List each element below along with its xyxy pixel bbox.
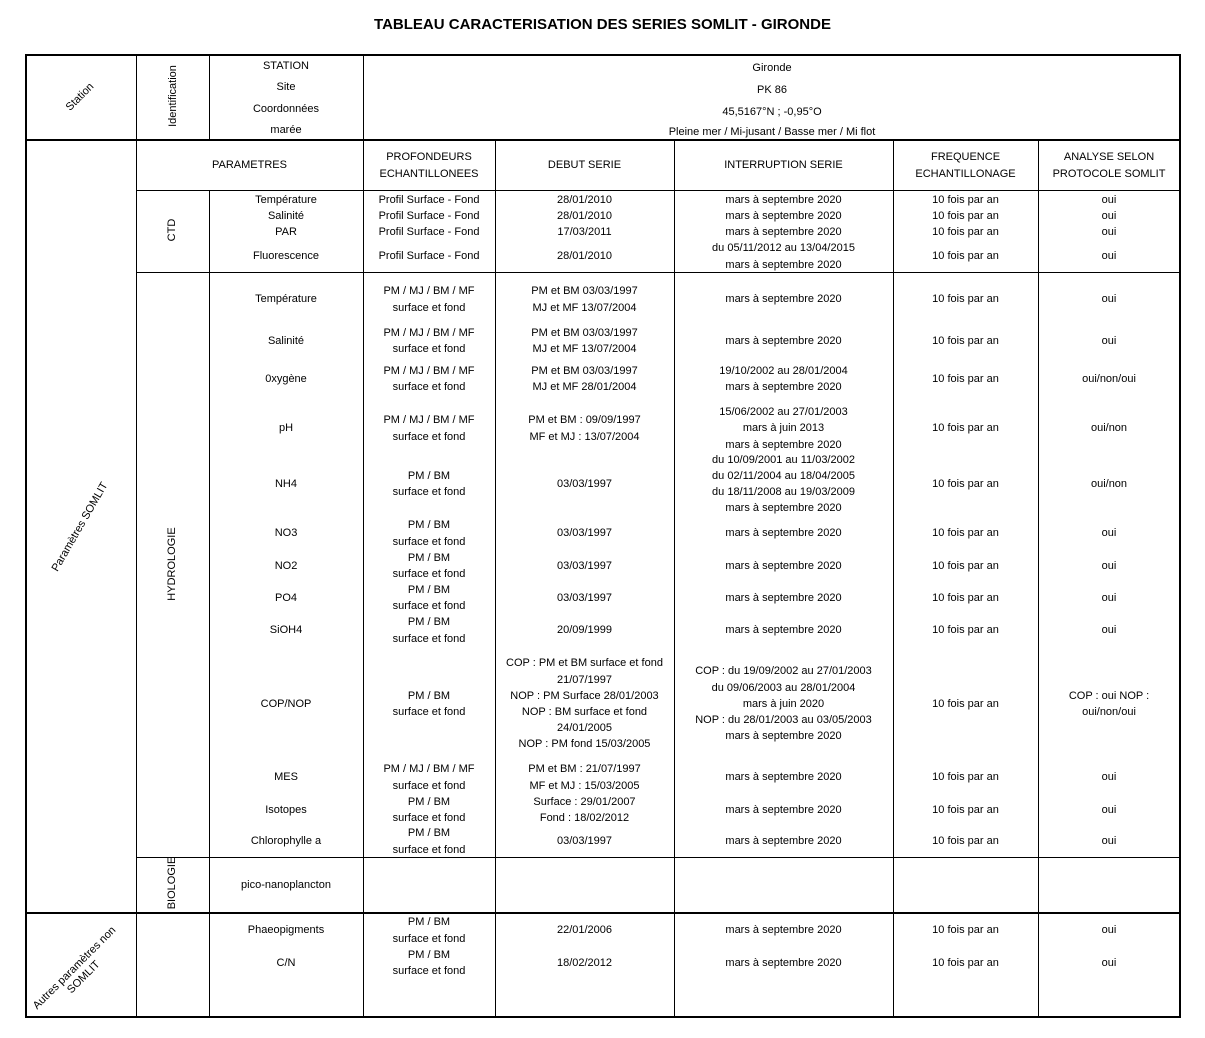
cell-param: [209, 654, 363, 754]
cell-interruption: [674, 794, 893, 826]
cell-text: surface et fond: [392, 381, 466, 393]
cell-text: mars à septembre 2020: [725, 956, 842, 969]
cell-analyse: [1038, 241, 1180, 272]
value-maree: Pleine mer / Mi-jusant / Basse mer / Mi flot: [668, 126, 876, 138]
cell-interruption: [674, 224, 893, 240]
cell-text: PM / BM: [407, 583, 451, 596]
cell-text: oui: [1101, 250, 1117, 263]
cell-param: [209, 224, 363, 240]
cell-text: mars à septembre 2020: [725, 334, 842, 347]
cell-analyse: [1038, 208, 1180, 224]
cell-text: du 10/09/2001 au 11/03/2002: [712, 453, 855, 466]
label-maree: marée: [270, 124, 302, 136]
cell-interruption: [674, 947, 893, 979]
cell-text: Température: [255, 193, 317, 206]
cell-freq: [893, 276, 1038, 323]
cell-text: 28/01/2010: [556, 250, 613, 263]
section-autres: Autres paramètres non SOMLIT: [30, 924, 119, 1012]
cell-param: [209, 858, 363, 912]
cell-text: PM / MJ / BM / MF: [383, 285, 475, 298]
cell-text: mars à septembre 2020: [725, 193, 842, 206]
cell-text: du 18/11/2008 au 19/03/2009: [712, 486, 855, 498]
cell-param: [209, 794, 363, 826]
cell-freq: [893, 582, 1038, 614]
cell-param: [209, 914, 363, 947]
cell-param: [209, 192, 363, 208]
header-frequence: FREQUENCE ECHANTILLONAGE: [915, 151, 1016, 180]
cell-param: [209, 360, 363, 398]
page-title: TABLEAU CARACTERISATION DES SERIES SOMLIT - GIRONDE: [374, 16, 831, 33]
cell-text: PM et BM : 09/09/1997: [528, 414, 641, 427]
cell-text: 03/03/1997: [556, 527, 613, 540]
cell-freq: [893, 614, 1038, 647]
cell-text: PM / MJ / BM / MF: [383, 763, 475, 776]
cell-text: NO3: [274, 527, 298, 540]
cell-text: mars à septembre 2020: [725, 225, 842, 238]
cell-text: COP : PM et BM surface et fond: [506, 657, 663, 670]
cell-text: 10 fois par an: [932, 771, 999, 784]
cell-text: 15/06/2002 au 27/01/2003: [719, 406, 848, 419]
cell-text: 10 fois par an: [932, 250, 999, 263]
cell-prof: [363, 360, 495, 398]
cell-text: MF et MJ : 15/03/2005: [529, 779, 640, 792]
cell-text: Fluorescence: [252, 250, 320, 263]
cell-debut: [495, 761, 674, 794]
cell-analyse: [1038, 761, 1180, 794]
cell-param: [209, 324, 363, 358]
cell-analyse: [1038, 276, 1180, 323]
cell-text: NOP : PM fond 15/03/2005: [518, 738, 651, 751]
cell-text: Phaeopigments: [247, 924, 325, 937]
cell-interruption: [674, 241, 893, 272]
cell-text: mars à septembre 2020: [725, 438, 842, 451]
cell-text: mars à septembre 2020: [725, 258, 842, 271]
header-interruption: INTERRUPTION SERIE: [724, 159, 843, 172]
cell-text: 10 fois par an: [932, 477, 999, 490]
cell-text: pico-nanoplancton: [241, 878, 331, 891]
cell-text: PM et BM 03/03/1997: [531, 364, 638, 377]
cell-text: surface et fond: [392, 843, 466, 856]
cell-prof: [363, 826, 495, 857]
section-parametres-somlit: Paramètres SOMLIT: [49, 480, 111, 574]
cell-text: 18/02/2012: [556, 956, 613, 969]
cell-debut: [495, 208, 674, 224]
cell-analyse: [1038, 614, 1180, 647]
cell-param: [209, 241, 363, 272]
cell-text: PM et BM 03/03/1997: [531, 326, 638, 339]
cell-text: surface et fond: [392, 486, 466, 498]
cell-text: surface et fond: [392, 706, 466, 718]
cell-debut: [495, 241, 674, 272]
cell-text: 17/03/2011: [557, 225, 612, 238]
cell-analyse: [1038, 582, 1180, 614]
cell-text: oui/non/oui: [1082, 706, 1136, 718]
cell-debut: [495, 826, 674, 857]
cell-text: oui: [1101, 771, 1117, 784]
cell-text: 10 fois par an: [932, 697, 999, 710]
cell-text: 10 fois par an: [932, 293, 999, 306]
cell-text: oui: [1101, 293, 1117, 306]
cell-text: 10 fois par an: [932, 624, 999, 637]
cell-prof: [363, 398, 495, 459]
cell-text: 20/09/1999: [556, 624, 613, 637]
cell-text: oui: [1101, 924, 1117, 937]
cell-analyse: [1038, 398, 1180, 459]
cell-debut: [495, 276, 674, 323]
cell-text: MJ et MF 28/01/2004: [532, 381, 637, 393]
cell-text: 10 fois par an: [932, 422, 999, 435]
cell-text: surface et fond: [392, 430, 466, 443]
cell-text: COP : oui NOP :: [1068, 689, 1150, 702]
cell-text: du 09/06/2003 au 28/01/2004: [711, 681, 856, 694]
cell-debut: [495, 451, 674, 517]
cell-text: oui: [1101, 624, 1117, 637]
cell-text: oui: [1101, 527, 1117, 540]
cell-text: Profil Surface - Fond: [378, 250, 480, 263]
cell-text: oui/non: [1090, 477, 1128, 490]
cell-freq: [893, 224, 1038, 240]
cell-text: 10 fois par an: [932, 334, 999, 347]
cell-text: PM / BM: [407, 916, 451, 929]
cell-param: [209, 614, 363, 647]
cell-text: Fond : 18/02/2012: [539, 812, 630, 824]
cell-freq: [893, 398, 1038, 459]
cell-prof: [363, 914, 495, 947]
cell-text: oui: [1101, 193, 1117, 206]
cell-param: [209, 208, 363, 224]
cell-debut: [495, 914, 674, 947]
cell-text: PM et BM : 21/07/1997: [528, 763, 641, 776]
cell-param: [209, 517, 363, 550]
value-site: PK 86: [757, 84, 787, 96]
cell-text: 03/03/1997: [556, 559, 613, 572]
cell-interruption: [674, 324, 893, 358]
cell-interruption: [674, 826, 893, 857]
cell-text: 24/01/2005: [556, 722, 613, 735]
cell-text: COP : du 19/09/2002 au 27/01/2003: [695, 665, 872, 678]
cell-text: mars à septembre 2020: [725, 730, 842, 743]
cell-text: PM / BM: [407, 689, 451, 702]
cell-text: 03/03/1997: [556, 835, 613, 848]
cell-debut: [495, 582, 674, 614]
cell-text: 10 fois par an: [932, 591, 999, 604]
cell-freq: [893, 914, 1038, 947]
cell-text: Profil Surface - Fond: [378, 193, 480, 206]
cell-text: 22/01/2006: [556, 924, 613, 937]
cell-interruption: [674, 360, 893, 398]
cell-analyse: [1038, 451, 1180, 517]
cell-text: 21/07/1997: [556, 673, 613, 686]
section-biologie: BIOLOGIE: [166, 856, 178, 910]
cell-text: 10 fois par an: [932, 225, 999, 238]
cell-text: COP/NOP: [260, 697, 312, 710]
cell-text: PM / BM: [407, 948, 451, 961]
cell-text: oui: [1101, 956, 1117, 969]
cell-freq: [893, 360, 1038, 398]
cell-text: 10 fois par an: [932, 803, 999, 816]
cell-text: 28/01/2010: [556, 209, 613, 222]
cell-interruption: [674, 654, 893, 754]
cell-prof: [363, 224, 495, 240]
cell-text: oui: [1101, 209, 1117, 222]
cell-prof: [363, 614, 495, 647]
cell-text: mars à septembre 2020: [725, 771, 842, 784]
cell-param: [209, 451, 363, 517]
cell-param: [209, 276, 363, 323]
cell-interruption: [674, 550, 893, 582]
divider: [136, 272, 1180, 273]
cell-debut: [495, 192, 674, 208]
cell-text: mars à septembre 2020: [725, 559, 842, 572]
cell-param: [209, 947, 363, 979]
cell-text: Température: [255, 293, 317, 306]
cell-text: PM / BM: [407, 519, 451, 532]
section-hydrologie: HYDROLOGIE: [166, 527, 178, 601]
section-identification: Identification: [167, 65, 179, 127]
cell-text: PM / MJ / BM / MF: [383, 364, 475, 377]
cell-prof: [363, 451, 495, 517]
value-station: Gironde: [752, 62, 792, 74]
cell-text: surface et fond: [392, 600, 466, 612]
cell-text: MES: [274, 771, 298, 784]
cell-text: mars à septembre 2020: [725, 924, 842, 937]
cell-text: surface et fond: [392, 343, 466, 355]
divider: [136, 190, 1180, 191]
cell-text: MJ et MF 13/07/2004: [532, 343, 637, 355]
cell-text: MF et MJ : 13/07/2004: [529, 430, 640, 443]
header-profondeurs: PROFONDEURS ECHANTILLONEES: [379, 151, 479, 180]
cell-text: PM / BM: [407, 551, 451, 564]
cell-interruption: [674, 582, 893, 614]
cell-prof: [363, 192, 495, 208]
cell-text: PM / MJ / BM / MF: [383, 326, 475, 339]
cell-debut: [495, 517, 674, 550]
cell-prof: [363, 208, 495, 224]
cell-text: surface et fond: [392, 932, 466, 945]
cell-text: 10 fois par an: [932, 209, 999, 222]
cell-text: oui/non/oui: [1082, 372, 1136, 385]
cell-prof: [363, 947, 495, 979]
cell-analyse: [1038, 947, 1180, 979]
cell-text: Profil Surface - Fond: [378, 225, 480, 238]
cell-freq: [893, 451, 1038, 517]
cell-prof: [363, 276, 495, 323]
header-analyse: ANALYSE SELON PROTOCOLE SOMLIT: [1052, 151, 1166, 180]
cell-text: NOP : PM Surface 28/01/2003: [510, 689, 659, 702]
cell-analyse: [1038, 324, 1180, 358]
cell-text: oui: [1101, 803, 1117, 816]
cell-interruption: [674, 276, 893, 323]
cell-text: PM / MJ / BM / MF: [383, 414, 475, 427]
cell-text: MJ et MF 13/07/2004: [532, 301, 637, 314]
cell-debut: [495, 398, 674, 459]
cell-text: 19/10/2002 au 28/01/2004: [719, 364, 848, 377]
cell-freq: [893, 761, 1038, 794]
cell-debut: [495, 224, 674, 240]
cell-text: mars à juin 2013: [742, 422, 825, 435]
cell-prof: [363, 241, 495, 272]
divider: [136, 55, 137, 1017]
cell-text: mars à septembre 2020: [725, 209, 842, 222]
cell-interruption: [674, 192, 893, 208]
cell-text: PAR: [275, 225, 297, 238]
cell-interruption: [674, 208, 893, 224]
cell-debut: [495, 324, 674, 358]
cell-text: oui: [1101, 591, 1117, 604]
cell-text: PM / BM: [407, 795, 451, 808]
cell-param: [209, 761, 363, 794]
cell-text: SiOH4: [269, 624, 303, 637]
cell-text: oui: [1101, 835, 1117, 848]
cell-freq: [893, 550, 1038, 582]
cell-freq: [893, 947, 1038, 979]
cell-text: Profil Surface - Fond: [378, 209, 480, 222]
cell-analyse: [1038, 914, 1180, 947]
cell-freq: [893, 794, 1038, 826]
cell-text: mars à septembre 2020: [725, 624, 842, 637]
cell-param: [209, 550, 363, 582]
section-ctd: CTD: [166, 218, 178, 242]
cell-text: surface et fond: [392, 568, 466, 580]
cell-text: NH4: [274, 477, 297, 490]
cell-param: [209, 826, 363, 857]
cell-analyse: [1038, 192, 1180, 208]
cell-debut: [495, 794, 674, 826]
cell-debut: [495, 614, 674, 647]
cell-text: 10 fois par an: [932, 956, 999, 969]
cell-prof: [363, 794, 495, 826]
cell-text: 10 fois par an: [932, 527, 999, 540]
cell-text: PM / BM: [407, 616, 451, 629]
cell-text: oui: [1101, 559, 1117, 572]
cell-text: PO4: [274, 591, 297, 604]
cell-freq: [893, 192, 1038, 208]
cell-text: surface et fond: [392, 779, 466, 792]
cell-text: surface et fond: [392, 965, 466, 977]
cell-text: 03/03/1997: [556, 591, 613, 604]
cell-text: mars à septembre 2020: [725, 502, 842, 515]
cell-interruption: [674, 914, 893, 947]
cell-freq: [893, 241, 1038, 272]
cell-text: surface et fond: [392, 301, 466, 314]
cell-prof: [363, 582, 495, 614]
cell-text: 28/01/2010: [556, 193, 613, 206]
cell-text: 03/03/1997: [556, 477, 613, 490]
cell-text: oui: [1101, 225, 1117, 238]
cell-text: PM / BM: [407, 827, 451, 840]
cell-debut: [495, 360, 674, 398]
value-coordonnees: 45,5167°N ; -0,95°O: [722, 106, 822, 118]
cell-prof: [363, 324, 495, 358]
cell-text: 10 fois par an: [932, 835, 999, 848]
cell-text: surface et fond: [392, 632, 466, 645]
section-station: Station: [63, 80, 97, 114]
cell-text: C/N: [276, 956, 296, 969]
cell-text: Isotopes: [265, 803, 307, 816]
cell-text: du 05/11/2012 au 13/04/2015: [712, 242, 855, 255]
cell-freq: [893, 208, 1038, 224]
cell-analyse: [1038, 517, 1180, 550]
cell-text: Surface : 29/01/2007: [533, 795, 636, 808]
cell-freq: [893, 324, 1038, 358]
cell-prof: [363, 550, 495, 582]
cell-text: pH: [278, 422, 294, 435]
cell-interruption: [674, 761, 893, 794]
header-parametres: PARAMETRES: [212, 159, 287, 172]
cell-freq: [893, 517, 1038, 550]
cell-prof: [363, 654, 495, 754]
cell-prof: [363, 761, 495, 794]
cell-freq: [893, 654, 1038, 754]
cell-text: du 02/11/2004 au 18/04/2005: [712, 469, 855, 482]
cell-text: surface et fond: [392, 812, 466, 824]
cell-text: NOP : du 28/01/2003 au 03/05/2003: [695, 714, 872, 727]
cell-text: Salinité: [267, 334, 305, 347]
cell-text: mars à juin 2020: [742, 697, 825, 710]
cell-text: mars à septembre 2020: [725, 527, 842, 540]
cell-text: 10 fois par an: [932, 372, 999, 385]
cell-text: oui: [1101, 334, 1117, 347]
cell-analyse: [1038, 654, 1180, 754]
cell-text: surface et fond: [392, 535, 466, 548]
header-debut: DEBUT SERIE: [547, 159, 622, 172]
cell-text: mars à septembre 2020: [725, 591, 842, 604]
cell-prof: [363, 517, 495, 550]
cell-text: 10 fois par an: [932, 924, 999, 937]
cell-analyse: [1038, 360, 1180, 398]
cell-text: 10 fois par an: [932, 559, 999, 572]
cell-interruption: [674, 517, 893, 550]
cell-text: Chlorophylle a: [250, 835, 322, 848]
cell-interruption: [674, 451, 893, 517]
cell-text: mars à septembre 2020: [725, 835, 842, 848]
cell-text: mars à septembre 2020: [725, 381, 842, 393]
cell-analyse: [1038, 794, 1180, 826]
cell-debut: [495, 654, 674, 754]
cell-debut: [495, 947, 674, 979]
cell-text: NOP : BM surface et fond: [521, 706, 648, 718]
cell-text: PM et BM 03/03/1997: [531, 285, 638, 298]
cell-text: NO2: [274, 559, 298, 572]
cell-text: PM / BM: [407, 469, 451, 482]
cell-analyse: [1038, 224, 1180, 240]
cell-text: mars à septembre 2020: [725, 803, 842, 816]
cell-text: oui/non: [1090, 422, 1128, 435]
cell-analyse: [1038, 826, 1180, 857]
cell-text: 0xygène: [265, 372, 307, 385]
cell-debut: [495, 550, 674, 582]
cell-param: [209, 398, 363, 459]
cell-text: Salinité: [267, 209, 305, 222]
cell-freq: [893, 826, 1038, 857]
cell-text: 10 fois par an: [932, 193, 999, 206]
label-coordonnees: Coordonnées: [252, 103, 320, 115]
cell-param: [209, 582, 363, 614]
label-station: STATION: [262, 60, 310, 72]
cell-interruption: [674, 614, 893, 647]
label-site: Site: [276, 81, 296, 93]
cell-interruption: [674, 398, 893, 459]
cell-text: mars à septembre 2020: [725, 293, 842, 306]
cell-analyse: [1038, 550, 1180, 582]
